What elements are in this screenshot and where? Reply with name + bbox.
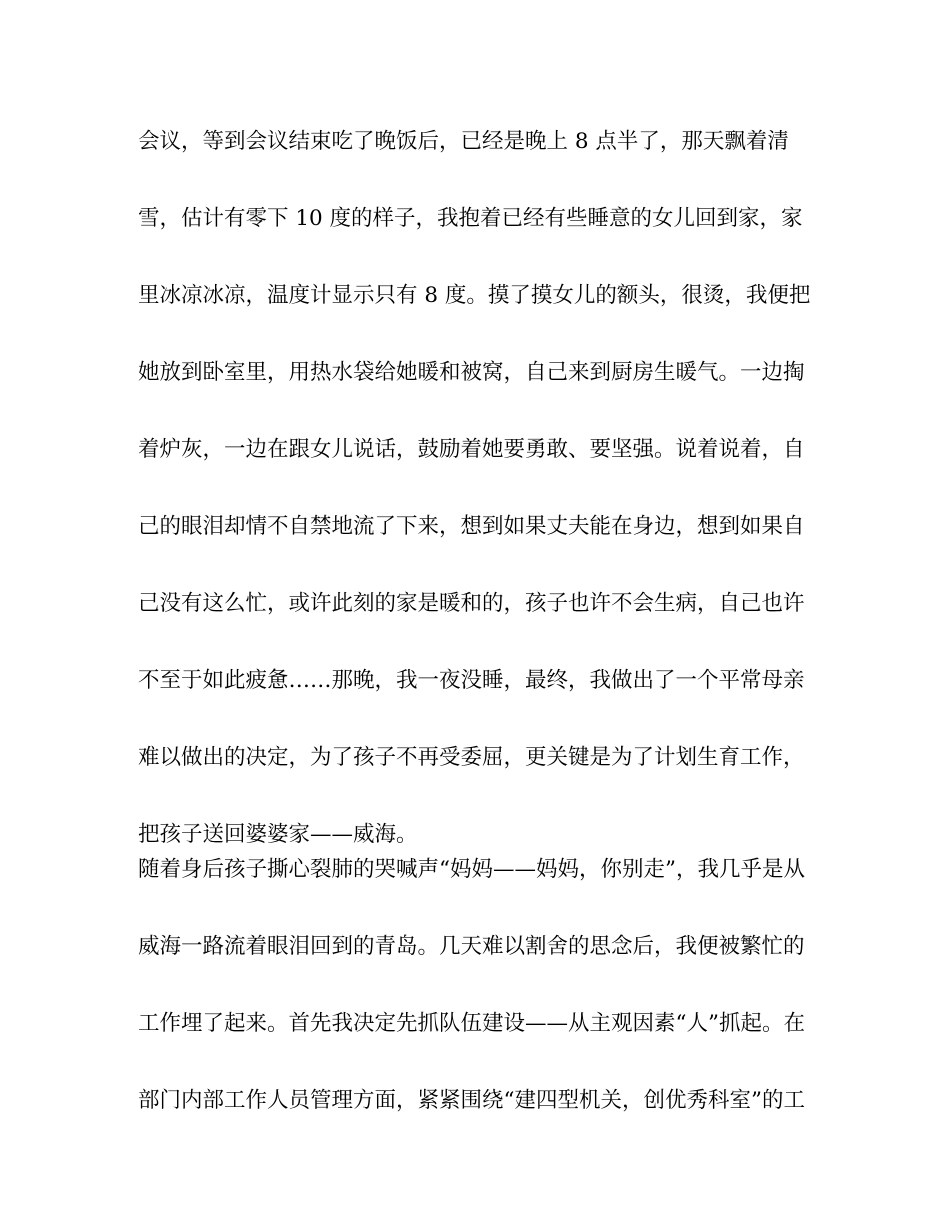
text-line: 会议，等到会议结束吃了晚饭后，已经是晚上 8 点半了，那天飘着清	[138, 129, 789, 154]
text-line: 不至于如此疲惫……那晚，我一夜没睡，最终，我做出了一个平常母亲	[138, 668, 805, 693]
text-line: 里冰凉冰凉，温度计显示只有 8 度。摸了摸女儿的额头，很烫，我便把	[138, 283, 811, 308]
text-line: 她放到卧室里，用热水袋给她暖和被窝，自己来到厨房生暖气。一边掏	[138, 360, 805, 385]
text-line: 把孩子送回婆婆家——威海。	[138, 822, 418, 847]
text-line: 威海一路流着眼泪回到的青岛。几天难以割舍的思念后，我便被繁忙的	[138, 934, 805, 959]
text-line: 随着身后孩子撕心裂肺的哭喊声“妈妈——妈妈，你别走”，我几乎是从	[138, 857, 805, 882]
text-line: 工作埋了起来。首先我决定先抓队伍建设——从主观因素“人”抓起。在	[138, 1011, 805, 1036]
text-line: 部门内部工作人员管理方面，紧紧围绕“建四型机关，创优秀科室”的工	[138, 1088, 805, 1113]
text-line: 己的眼泪却情不自禁地流了下来，想到如果丈夫能在身边，想到如果自	[138, 514, 805, 539]
text-line: 着炉灰，一边在跟女儿说话，鼓励着她要勇敢、要坚强。说着说着，自	[138, 437, 805, 462]
text-line: 己没有这么忙，或许此刻的家是暖和的，孩子也许不会生病，自己也许	[138, 591, 805, 616]
text-line: 难以做出的决定，为了孩子不再受委屈，更关键是为了计划生育工作，	[138, 745, 805, 770]
text-line: 雪，估计有零下 10 度的样子，我抱着已经有些睡意的女儿回到家，家	[138, 206, 803, 231]
